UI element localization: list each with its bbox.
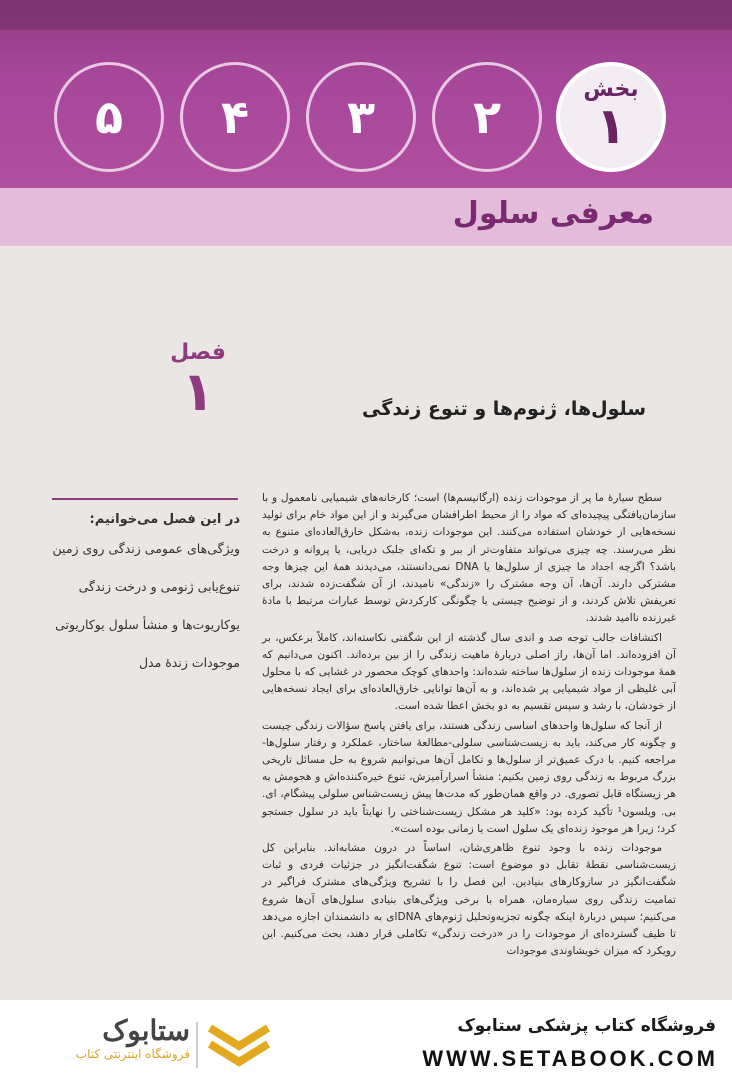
section-4-circle (180, 62, 290, 172)
chevron-logo-icon (204, 1020, 274, 1070)
section-1-number: ۱ (595, 97, 627, 155)
body-text (262, 490, 676, 962)
chapter-number: ۱ (181, 360, 215, 423)
section-5-number: ۵ (94, 90, 124, 144)
paragraph: اکتشافات جالب توجه صد و اندی سال گذشته از این شگفتی نکاسته‌اند، کاملاً برعکس، بر آن افزوده‌اند. اما آن‌ها، راز اصلی دربارهٔ ماهیت زندگی را از بین برده‌اند. اکنون می‌دانیم که همهٔ موجودات زنده از سلول‌ها ساخته شده‌اند: واحدهای کوچک محصور در غشایی که با محلول آبی غلیظی از مواد شیمیایی پر شده‌اند، و به آن‌ها توانایی خارق‌العاده‌ای برای ایجاد نسخه‌هایی از خودشان، با رشد و سپس تقسیم به دو بخش اعطا شده است. (262, 631, 676, 713)
logo-tagline: فروشگاه اینترنتی کتاب (75, 1047, 190, 1061)
sidebar-rule (52, 498, 238, 500)
part-title: معرفی سلول (452, 196, 654, 231)
section-3-circle (306, 62, 416, 172)
paragraph: سطح سیارهٔ ما پر از موجودات زنده (ارگانیسم‌ها) است؛ کارخانه‌های شیمیایی نامعمول و با سازمان‌یافتگی پیچیده‌ای که مواد را از محیط اطرافشان می‌گیرند و از این مواد خام برای تولید نسخه‌هایی از خودشان استفاده می‌کنند. این موجودات زنده، به‌شکل خارق‌العاده‌ای متنوع به نظر می‌رسند. چه چیزی می‌تواند متفاوت‌تر از ببر و تکه‌ای جلبک دریایی، یا پروانه و درخت باشد؟ اگرچه اجداد ما چیزی از سلول‌ها یا DNA نمی‌دانستند، می‌دیدند همهٔ این چیزها وجه مشترکی دارند. آن‌ها، آن وجه مشترک را «زندگی» نامیدند، از آن شگفت‌زده شدند، برای تعریفش تلاش کردند، و از توضیح چیستی یا چگونگی کارکردش توسط عبارات مرتبط با مادهٔ غیرزنده ناامید شدند. (262, 492, 676, 625)
sidebar-item: موجودات زندهٔ مدل (138, 655, 240, 670)
sidebar-item: ویژگی‌های عمومی زندگی روی زمین (52, 541, 240, 556)
chapter-marker (168, 340, 228, 423)
brand-logo (40, 1014, 190, 1061)
section-3-number: ۳ (346, 90, 376, 144)
section-2-circle (432, 62, 542, 172)
chapter-title: سلول‌ها، ژنوم‌ها و تنوع زندگی (362, 398, 646, 420)
logo-name: ستابوک (102, 1015, 190, 1046)
shop-name: فروشگاه کتاب پزشکی ستابوک (457, 1016, 716, 1036)
shop-url: WWW.SETABOOK.COM (422, 1046, 718, 1071)
sidebar-item: تنوع‌یابی ژنومی و درخت زندگی (78, 579, 240, 594)
chapter-contents-sidebar (54, 512, 240, 693)
section-label: بخش (583, 77, 639, 102)
chapter-label: فصل (170, 340, 226, 365)
sidebar-item: یوکاریوت‌ها و منشأ سلول یوکاریوتی (55, 617, 240, 632)
section-5-circle (54, 62, 164, 172)
sidebar-title: در این فصل می‌خوانیم: (89, 512, 240, 527)
header-shadow (0, 0, 732, 30)
footer-divider (196, 1022, 198, 1068)
section-4-number: ۴ (220, 90, 250, 144)
paragraph: موجودات زنده با وجود تنوع ظاهری‌شان، اساساً در درون مشابه‌اند. بنابراین کل زیست‌شناسی نقطهٔ تقابل دو موضوع است: تنوع شگفت‌انگیز در جزئیات فردی و ثبات شگفت‌انگیز در سازوکارهای بنیادین. این فصل را با تشریح ویژگی‌های مشترک فراگیر در تمامیت زندگی روی سیاره‌مان، همراه با برخی ویژگی‌های بنیادی سلول‌های آن‌ها شروع می‌کنیم؛ سپس دربارهٔ اینکه چگونه تجزیه‌وتحلیل ژنوم‌های DNA‌ای به دانشمندان اجازه می‌دهد تا طیف گسترده‌ای از موجودات را در «درخت زندگی» تکاملی قرار دهند، بحث می‌کنیم. این رویکرد که میزان خویشاوندی موجودات (262, 842, 676, 958)
section-1-circle-active (556, 62, 666, 172)
paragraph: از آنجا که سلول‌ها واحدهای اساسی زندگی هستند، برای یافتن پاسخ سؤالات زندگی چیست و چگونه کار می‌کند، باید به زیست‌شناسی سلولی-مطالعهٔ ساختار، عملکرد و رفتار سلول‌ها-مراجعه کنیم. با درک عمیق‌تر از سلول‌ها و تکامل آن‌ها می‌توانیم شروع به حل مسائل تاریخی بزرگ مربوط به زندگی روی زمین بکنیم: منشأ اسرارآمیزش، تنوع خیره‌کننده‌اش و هجومش به هر زیستگاه قابل تصوری. در واقع همان‌طور که مدت‌ها پیش زیست‌شناس سلولی پیشگام، ای. بی. ویلسون¹ تأکید کرده بود: «کلید هر مشکل زیست‌شناختی را نهایتاً باید در سلول جستجو کرد؛ زیرا هر موجود زنده‌ای یک سلول است یا زمانی بوده است». (262, 719, 676, 835)
section-2-number: ۲ (472, 90, 502, 144)
